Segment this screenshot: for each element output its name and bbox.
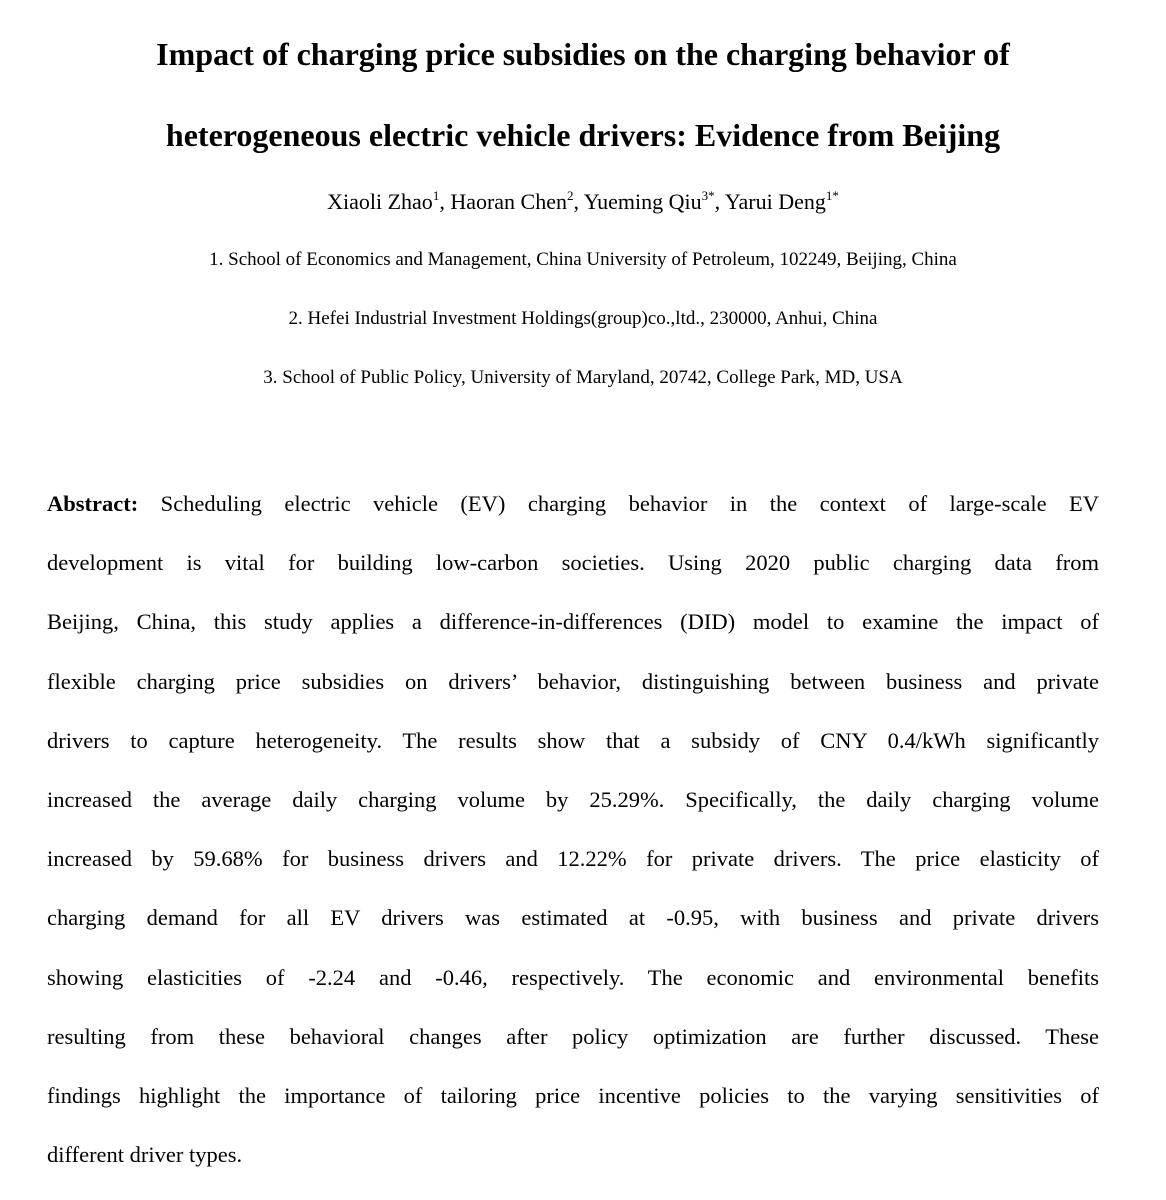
author-affiliation-mark: 1: [432, 188, 440, 203]
author-affiliation-mark: 1*: [825, 188, 839, 203]
author-affiliation-mark: 2: [567, 188, 574, 203]
abstract-line: different driver types.: [47, 1142, 243, 1168]
abstract-line: findings highlight the importance of tailoring price incentive policies to the varying sensitivities of: [47, 1082, 1099, 1108]
author: [450, 189, 583, 214]
author-affiliation-mark: 3*: [701, 188, 715, 203]
affiliation-2: 2. Hefei Industrial Investment Holdings(group)co.,ltd., 230000, Anhui, China: [288, 308, 878, 329]
author-list: [0, 186, 1166, 218]
author: [584, 189, 725, 214]
abstract-text: Scheduling electric vehicle (EV) charging behavior in the context of large-scale EV: [138, 491, 1099, 516]
author-separator: ,: [714, 189, 725, 214]
affiliation-1: 1. School of Economics and Management, China University of Petroleum, 102249, Beijing, China: [209, 249, 957, 270]
author: [327, 189, 450, 214]
affiliation-3: 3. School of Public Policy, University of Maryland, 20742, College Park, MD, USA: [263, 367, 903, 388]
author-separator: ,: [573, 189, 584, 214]
abstract-line: drivers to capture heterogeneity. The results show that a subsidy of CNY 0.4/kWh significantly: [47, 727, 1099, 753]
author-name: Xiaoli Zhao: [327, 189, 433, 214]
abstract-line: increased by 59.68% for business drivers and 12.22% for private drivers. The price elasticity of: [47, 846, 1099, 872]
abstract-line: resulting from these behavioral changes after policy optimization are further discussed. These: [47, 1023, 1099, 1049]
author-name: Yueming Qiu: [583, 189, 702, 214]
author-name: Haoran Chen: [450, 189, 567, 214]
abstract-line: [47, 476, 1099, 535]
abstract: [47, 476, 1099, 1186]
paper-title-line-1: Impact of charging price subsidies on the charging behavior of: [156, 36, 1010, 72]
paper-title-line-2: heterogeneous electric vehicle drivers: Evidence from Beijing: [165, 117, 1001, 153]
abstract-line: development is vital for building low-carbon societies. Using 2020 public charging data from: [47, 550, 1099, 576]
abstract-label: Abstract:: [47, 491, 139, 516]
author-separator: ,: [439, 189, 451, 214]
abstract-line: charging demand for all EV drivers was estimated at -0.95, with business and private drivers: [47, 905, 1099, 931]
author: [725, 189, 839, 214]
abstract-line: showing elasticities of -2.24 and -0.46, respectively. The economic and environmental benefits: [47, 964, 1099, 990]
author-name: Yarui Deng: [724, 189, 826, 214]
abstract-line: increased the average daily charging volume by 25.29%. Specifically, the daily charging volume: [47, 786, 1099, 812]
abstract-line: Beijing, China, this study applies a difference-in-differences (DID) model to examine the impact of: [47, 609, 1099, 635]
abstract-line: flexible charging price subsidies on drivers’ behavior, distinguishing between business and private: [47, 668, 1099, 694]
